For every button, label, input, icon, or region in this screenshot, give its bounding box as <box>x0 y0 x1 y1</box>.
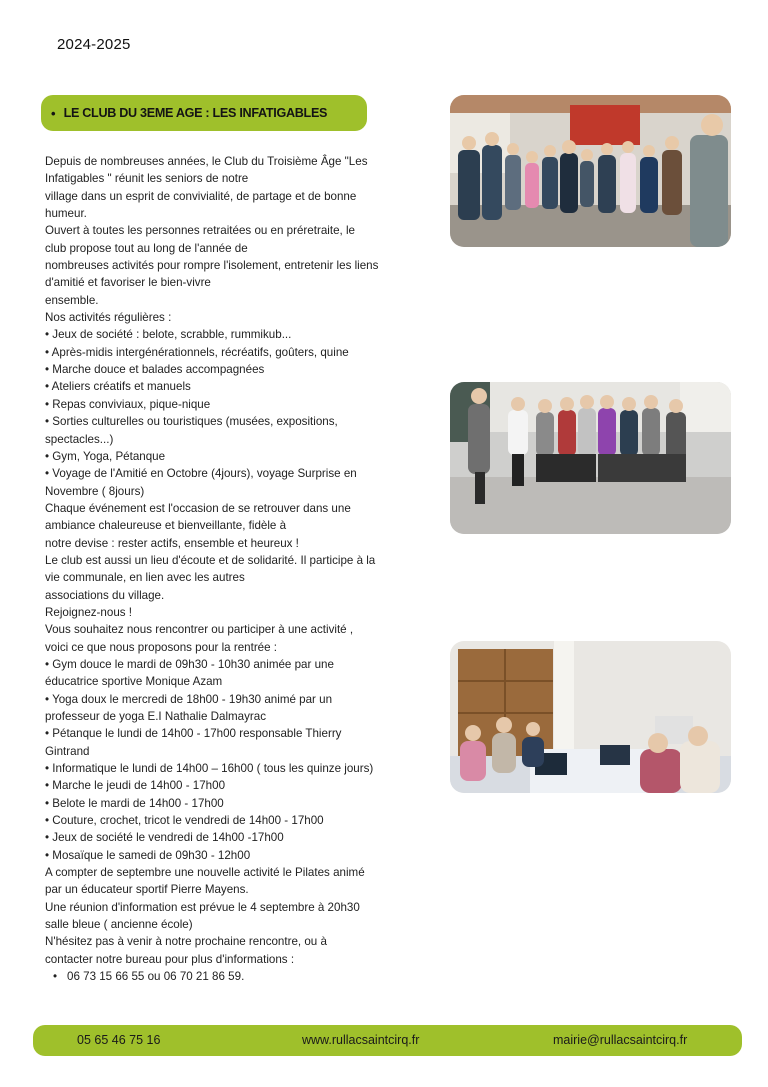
body-line: vie communale, en lien avec les autres <box>45 571 245 585</box>
body-line: • Voyage de l'Amitié en Octobre (4jours), voyage Surprise en <box>45 467 357 481</box>
body-line: • Gym douce le mardi de 09h30 - 10h30 animée par une <box>45 657 334 671</box>
body-line: d'amitié et favoriser le bien-vivre <box>45 276 211 290</box>
body-line: nombreuses activités pour rompre l'isolement, entretenir les liens <box>45 259 379 273</box>
photo-intergenerational-group <box>450 95 731 247</box>
body-line: • Marche douce et balades accompagnées <box>45 363 265 377</box>
body-line: Le club est aussi un lieu d'écoute et de solidarité. Il participe à la <box>45 553 376 567</box>
footer-bar <box>33 1025 742 1056</box>
contact-bullet: • <box>53 970 58 984</box>
body-line: • Mosaïque le samedi de 09h30 - 12h00 <box>45 848 251 862</box>
body-line: Infatigables " réunit les seniors de notre <box>45 172 249 186</box>
body-line: • Repas conviviaux, pique-nique <box>45 397 211 411</box>
body-line: notre devise : rester actifs, ensemble et heureux ! <box>45 536 299 550</box>
body-line: • Ateliers créatifs et manuels <box>45 380 191 394</box>
contact-phone-item <box>45 968 390 985</box>
footer-email-link[interactable]: mairie@rullacsaintcirq.fr <box>553 1033 688 1047</box>
year-label: 2024-2025 <box>57 36 131 53</box>
body-line: ambiance chaleureuse et bienveillante, fidèle à <box>45 519 287 533</box>
body-line: Depuis de nombreuses années, le Club du Troisième Âge "Les <box>45 155 368 168</box>
body-line: éducatrice sportive Monique Azam <box>45 675 223 689</box>
body-line: contacter notre bureau pour plus d'informations : <box>45 952 295 966</box>
body-line: • Belote le mardi de 14h00 - 17h00 <box>45 796 224 810</box>
body-line: • Après-midis intergénérationnels, récréatifs, goûters, quine <box>45 345 349 359</box>
body-line: • Jeux de société le vendredi de 14h00 -17h00 <box>45 831 284 845</box>
body-line: Chaque événement est l'occasion de se retrouver dans une <box>45 501 351 515</box>
section-title-banner <box>41 95 367 131</box>
photo-computer-workshop <box>450 641 731 793</box>
article-body <box>45 153 390 986</box>
photo-seniors-group <box>450 382 731 534</box>
body-line: • Gym, Yoga, Pétanque <box>45 449 166 463</box>
body-line: • Yoga doux le mercredi de 18h00 - 19h30 animé par un <box>45 692 333 706</box>
body-line: Novembre ( 8jours) <box>45 484 145 498</box>
body-line: Ouvert à toutes les personnes retraitées ou en préretraite, le <box>45 224 355 238</box>
article-lines <box>45 153 390 968</box>
body-line: A compter de septembre une nouvelle activité le Pilates animé <box>45 866 365 880</box>
body-line: voici ce que nous proposons pour la rentrée : <box>45 640 278 654</box>
body-line: Rejoignez-nous ! <box>45 605 133 619</box>
body-line: ensemble. <box>45 293 99 307</box>
body-line: • Jeux de société : belote, scrabble, rummikub... <box>45 328 292 342</box>
body-line: • Marche le jeudi de 14h00 - 17h00 <box>45 779 226 793</box>
body-line: • Pétanque le lundi de 14h00 - 17h00 responsable Thierry <box>45 727 342 741</box>
section-title: LE CLUB DU 3EME AGE : LES INFATIGABLES <box>63 106 328 120</box>
body-line: par un éducateur sportif Pierre Mayens. <box>45 883 249 897</box>
body-line: • Informatique le lundi de 14h00 – 16h00 ( tous les quinze jours) <box>45 762 374 776</box>
body-line: salle bleue ( ancienne école) <box>45 918 193 932</box>
body-line: N'hésitez pas à venir à notre prochaine rencontre, ou à <box>45 935 327 949</box>
contact-phone-numbers: 06 73 15 66 55 ou 06 70 21 86 59. <box>67 970 245 984</box>
body-line: village dans un esprit de convivialité, de partage et de bonne <box>45 189 357 203</box>
title-bullet: • <box>51 105 56 121</box>
body-line: professeur de yoga E.I Nathalie Dalmayrac <box>45 710 267 723</box>
body-line: humeur. <box>45 207 87 221</box>
body-line: Vous souhaitez nous rencontrer ou participer à une activité , <box>45 623 354 637</box>
body-line: club propose tout au long de l'année de <box>45 241 248 255</box>
body-line: • Couture, crochet, tricot le vendredi de 14h00 - 17h00 <box>45 814 324 828</box>
body-line: • Sorties culturelles ou touristiques (musées, expositions, <box>45 415 338 429</box>
footer-website-link[interactable]: www.rullacsaintcirq.fr <box>302 1033 420 1047</box>
body-line: Nos activités régulières : <box>45 311 172 325</box>
body-line: Une réunion d'information est prévue le 4 septembre à 20h30 <box>45 900 360 914</box>
body-line: spectacles...) <box>45 432 114 446</box>
footer-phone: 05 65 46 75 16 <box>77 1033 161 1047</box>
body-line: associations du village. <box>45 588 165 602</box>
body-line: Gintrand <box>45 744 90 758</box>
